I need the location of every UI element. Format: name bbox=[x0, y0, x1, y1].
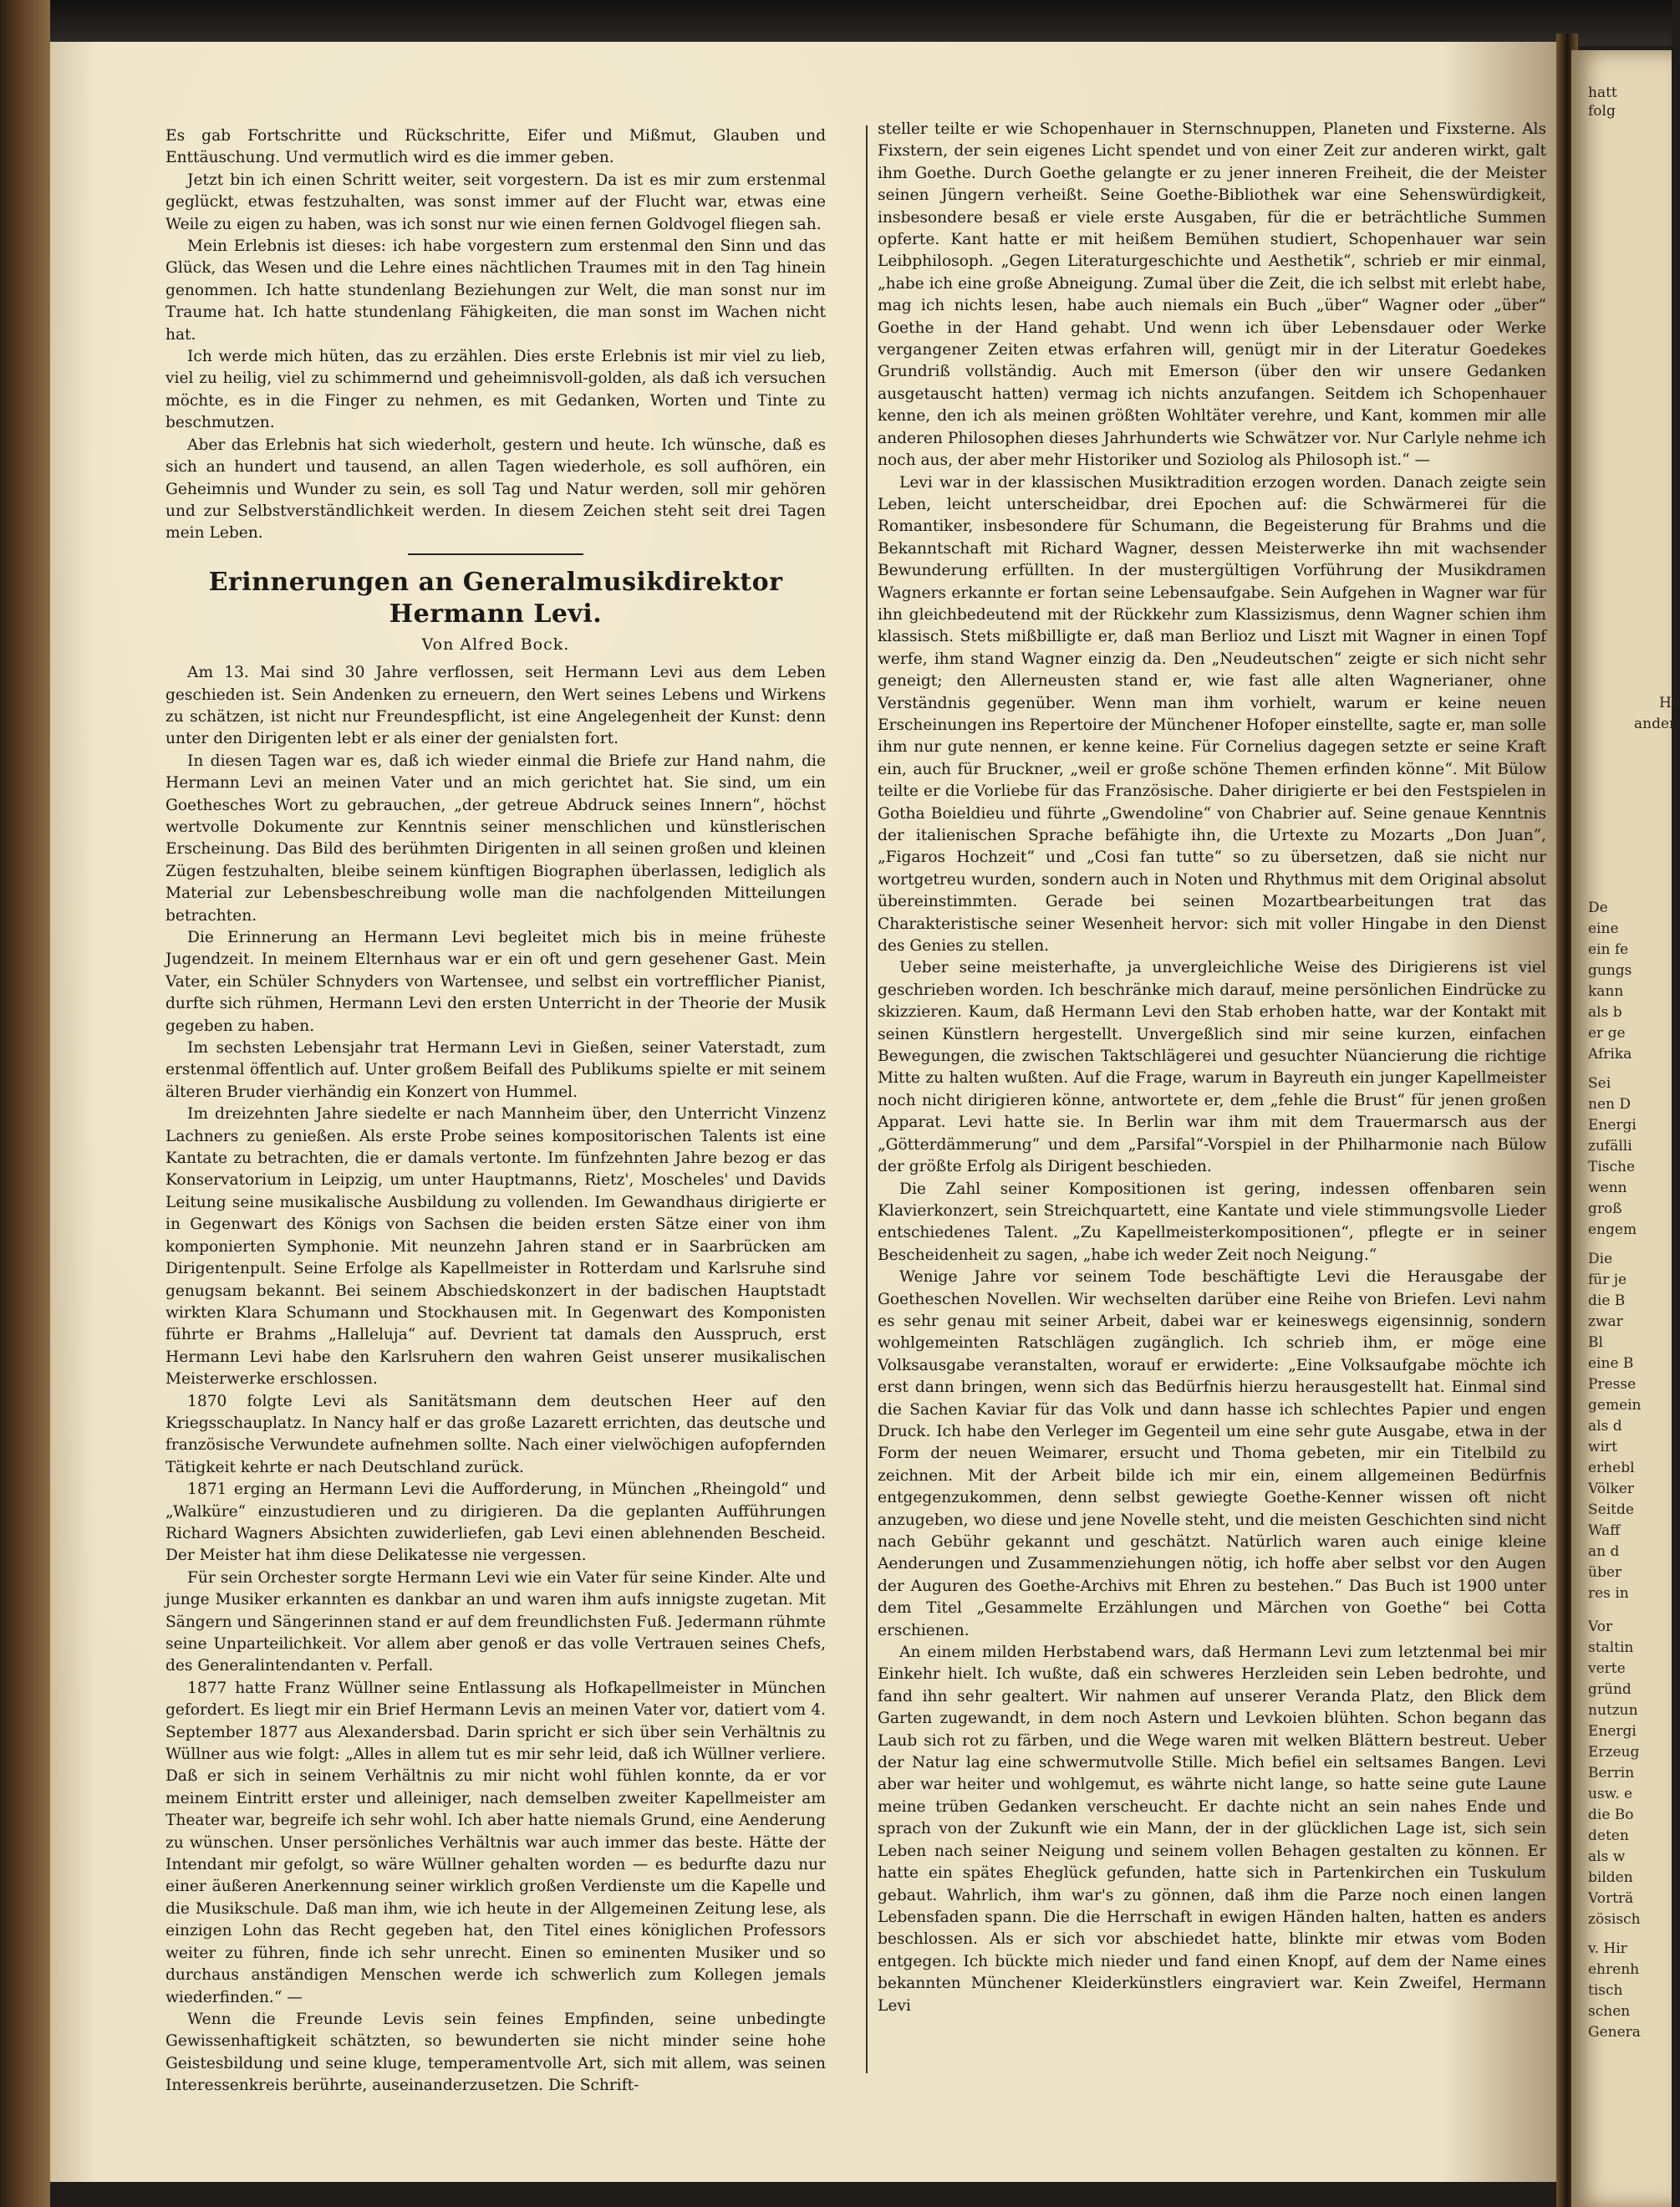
article-paragraph: Im sechsten Lebensjahr trat Hermann Levi in Gießen, seiner Vaterstadt, zum erstenmal öffentlich auf. Unter großem Beifall des Publikums spielte er mit seinem älteren Bruder vierhändig ein Konzert von Hummel. bbox=[165, 1039, 826, 1101]
next-page-fragment: Genera bbox=[1588, 2024, 1641, 2041]
article-paragraph: Die Zahl seiner Kompositionen ist gering, indessen offenbaren sein Klavierkonzert, sein Streichquartett, eine Kantate und viele stimmungsvolle Lieder entschiedenes Talent. „Zu Kapellmeisterkompositionen“, pflegte er in seiner Bescheidenheit zu sagen, „habe ich weder Zeit noch Neigung.“ bbox=[878, 1180, 1546, 1264]
next-page-fragment: De bbox=[1588, 900, 1608, 916]
intro-paragraph: Aber das Erlebnis hat sich wiederholt, gestern und heute. Ich wünsche, daß es sich an hundert und tausend, an allen Tagen wiederhole, es soll aufhören, ein Geheimnis und Wunder zu sein, es soll Tag und Natur werden, soll mir gehören und zur Selbstverständlichkeit werden. In diesem Zeichen steht seit drei Tagen mein Leben. bbox=[165, 436, 826, 543]
next-page-fragment: Energi bbox=[1588, 1723, 1637, 1740]
next-page-fragment: als w bbox=[1588, 1848, 1626, 1865]
next-page-fragment: als d bbox=[1588, 1418, 1622, 1435]
next-page-fragment: groß bbox=[1588, 1200, 1622, 1217]
column-divider bbox=[866, 125, 868, 2073]
article-paragraph: Levi war in der klassischen Musiktradition erzogen worden. Danach zeigte sein Leben, leicht unterscheidbar, drei Epochen auf: die Schwärmerei für die Romantiker, insbesondere für Schumann, die Begeisterung für Brahms und die Bekanntschaft mit Richard Wagner, dessen Meisterwerke ihn mit wachsender Bewunderung erfüllten. In der mustergültigen Vorführung der Musikdramen Wagners erkannte er fortan seine Lebensaufgabe. Sein Aufgehen in Wagner war für ihn gleichbedeutend mit der Rückkehr zum Klassizismus, denn Wagner schien ihm klassisch. Stets mißbilligte er, daß man Berlioz und Liszt mit Wagner in einen Topf werfe, ihm stand Wagner einzig da. Den „Neudeutschen“ zeigte er sich nicht sehr geneigt; den Allerneusten stand er, wie fast alle alten Wagnerianer, ohne Verständnis gegenüber. Wenn man ihm vorhielt, warum er keine neuen Erscheinungen ins Repertoire der Münchener Hofoper einstellte, sagte er, man solle ihm nur gute nennen, er kenne keine. Für Cornelius dagegen setzte er seine Kraft ein, auch für Bruckner, „weil er große schöne Themen erfinden könne“. Mit Bülow teilte er die Vorliebe für das Französische. Daher dirigierte er bei den Festspielen in Gotha Boieldieu und führte „Gwendoline“ von Chabrier auf. Seine genaue Kenntnis der italienischen Sprache befähigte ihn, die Urtexte zu Mozarts „Don Juan“, „Figaros Hochzeit“ und „Cosi fan tutte“ so zu übersetzen, daß sie nicht nur wortgetreu wurden, sondern auch in Noten und Rhythmus mit dem Original absolut übereinstimmten. Gerade bei seinen Mozartbearbeitungen trat das Charakteristische seiner Wesenheit hervor: sich mit voller Hingabe in den Dienst des Genies zu stellen. bbox=[878, 473, 1546, 956]
next-page-fragment: wirt bbox=[1588, 1439, 1617, 1455]
next-page-fragment: Berrin bbox=[1588, 1765, 1635, 1781]
article-title: Erinnerungen an Generalmusikdirektor Hermann Levi. bbox=[208, 567, 783, 629]
next-page-fragment: Erzeug bbox=[1588, 1744, 1640, 1761]
next-page-fragment: zösisch bbox=[1588, 1911, 1641, 1928]
next-page-fragment: deten bbox=[1588, 1827, 1629, 1844]
right-column bbox=[878, 119, 1546, 2017]
next-page-fragment: Presse bbox=[1588, 1376, 1637, 1393]
next-page-fragment: bilden bbox=[1588, 1869, 1633, 1886]
article-paragraph: 1877 hatte Franz Wüllner seine Entlassung als Hofkapellmeister in München gefordert. Es liegt mir ein Brief Hermann Levis an meinen Vater vor, datiert vom 4. September 1877 aus Alexandersbad. Darin spricht er sich über sein Verhältnis zu Wüllner aus wie folgt: „Alles in allem tut es mir sehr leid, daß ich Wüllner verliere. Daß er sich in seinem Verhältnis zu mir nicht wohl fühlen konnte, da er vor meinem Eintritt erster und alleiniger, nach demselben zweiter Kapellmeister am Theater war, begreife ich sehr wohl. Ich aber hatte niemals Grund, eine Aenderung zu wünschen. Unser persönliches Verhältnis war auch immer das beste. Hätte der Intendant mir gefolgt, so wäre Wüllner gehalten worden — es bedurfte dazu nur einer äußeren Anerkennung seiner wirklich großen Verdienste um die Kapelle und die Musikschule. Daß man ihm, wie ich heute in der Allgemeinen Zeitung lese, als einzigen Lohn das Recht gegeben hat, den Titel eines königlichen Professors weiter zu führen, finde ich sehr unrecht. Einen so eminenten Musiker und so durchaus anständigen Menschen werde ich schwerlich zum Kollegen jemals wiederfinden.“ — bbox=[165, 1679, 826, 2006]
next-page-fragment: Bl bbox=[1588, 1334, 1603, 1351]
next-page-fragment: schen bbox=[1588, 2003, 1631, 2020]
next-page-fragment: gemein bbox=[1588, 1397, 1642, 1414]
next-page-fragment: tisch bbox=[1588, 1982, 1623, 1999]
next-page-fragment: usw. e bbox=[1588, 1786, 1633, 1802]
intro-paragraph: Ich werde mich hüten, das zu erzählen. Dies erste Erlebnis ist mir viel zu lieb, viel zu heilig, viel zu schimmernd und geheimnisvoll-golden, als daß ich versuchen möchte, es in die Finger zu nehmen, es mit Gedanken, Worten und Tinte zu beschmutzen. bbox=[165, 348, 826, 432]
next-page-fragment: zwar bbox=[1588, 1313, 1623, 1330]
next-page-fragment: v. Hir bbox=[1588, 1940, 1627, 1957]
next-page-fragment: eine bbox=[1588, 920, 1619, 937]
next-page-fragment: Afrika bbox=[1588, 1046, 1632, 1063]
next-page-fragment: ein fe bbox=[1588, 941, 1629, 958]
article-paragraph: Die Erinnerung an Hermann Levi begleitet mich bis in meine früheste Jugendzeit. In meinem Elternhaus war er ein oft und gern gesehener Gast. Mein Vater, ein Schüler Schnyders von Wartensee, und selbst ein vortrefflicher Pianist, durfte sich rühmen, Hermann Levi den ersten Unterricht in der Theorie der Musik gegeben zu haben. bbox=[165, 929, 826, 1035]
next-page-fragment: Tische bbox=[1588, 1159, 1636, 1175]
article-paragraph: Wenn die Freunde Levis sein feines Empfinden, seine unbedingte Gewissenhaftigkeit schätzten, so bewunderten sie nicht minder seine hohe Geistesbildung und seine kluge, temperamentvolle Art, sich mit allem, was seinen Interessenkreis berührte, auseinanderzusetzen. Die Schrift- bbox=[165, 2010, 826, 2095]
left-column bbox=[165, 125, 826, 2097]
section-separator bbox=[408, 553, 583, 555]
article-paragraph: 1870 folgte Levi als Sanitätsmann dem deutschen Heer auf den Kriegsschauplatz. In Nancy half er das große Lazarett errichten, das deutsche und französische Verwundete aufnehmen sollte. Nach einer vielwöchigen aufopfernden Tätigkeit kehrte er nach Deutschland zurück. bbox=[165, 1392, 826, 1476]
article-paragraph: 1871 erging an Hermann Levi die Aufforderung, in München „Rheingold“ und „Walküre“ einzustudieren und zu dirigieren. Da die geplanten Aufführungen Richard Wagners Absichten zuwiderliefen, gab Levi einen ablehnenden Bescheid. Der Meister hat ihm diese Delikatesse nie vergessen. bbox=[165, 1481, 826, 1565]
next-page-fragment: Waff bbox=[1588, 1522, 1621, 1539]
next-page-fragment: ehrenh bbox=[1588, 1961, 1640, 1978]
article-byline: Von Alfred Bock. bbox=[421, 635, 570, 654]
next-page-fragment: wenn bbox=[1588, 1180, 1627, 1196]
article-paragraph: An einem milden Herbstabend wars, daß Hermann Levi zum letztenmal bei mir Einkehr hielt. Ich wußte, daß ein schweres Herzleiden sein Leben bedrohte, und fand ihn sehr gealtert. Wir nahmen auf unserer Veranda Platz, den Blick dem Garten zugewandt, in dem noch Astern und Levkoien blühten. Schon begann das Laub sich rot zu färben, und die Wege waren mit welken Blättern bestreut. Ueber der Natur lag eine schwermutvolle Stille. Mich befiel ein seltsames Bangen. Levi aber war heiter und wohlgemut, es währte nicht lange, so hatte seine gute Laune meine trüben Gedanken verscheucht. Er dachte nicht an sein nahes Ende und sprach von der Zukunft wie ein Mann, der in der glücklichen Lage ist, sich sein Leben nach seiner Neigung und seinem vollen Behagen gestalten zu können. Er hatte ein spätes Eheglück gefunden, hatte sich in Partenkirchen ein Tuskulum gebaut. Wahrlich, ihm war's zu gönnen, daß ihm die Parze noch einen langen Lebensfaden spann. Die die Herrschaft in ewigen Händen halten, hatten es anders beschlossen. Als er sich vor abschiedet hatte, blinkte mir etwas vom Boden entgegen. Ich bückte mich nieder und fand einen Knopf, auf dem der Name eines bekannten Münchener Kleiderkünstlers eingraviert war. Kein Zweifel, Hermann Levi bbox=[878, 1644, 1546, 2015]
next-page-fragment: nutzun bbox=[1588, 1702, 1638, 1719]
next-page-fragment: eine B bbox=[1588, 1355, 1634, 1372]
next-page-fragment: Völker bbox=[1588, 1481, 1634, 1497]
next-page-fragment: Seitde bbox=[1588, 1501, 1634, 1518]
next-page-fragment: für je bbox=[1588, 1272, 1627, 1288]
next-page-fragment: Vor bbox=[1588, 1618, 1613, 1635]
article-paragraph: Wenige Jahre vor seinem Tode beschäftigte Levi die Herausgabe der Goetheschen Novellen. Wir wechselten darüber eine Reihe von Briefen. Levi nahm es sehr genau mit seiner Arbeit, dabei war er keineswegs eigensinnig, sondern wohlgemeinten Ratschlägen zugänglich. Ich schrieb ihm, er möge eine Volksausgabe veranstalten, worauf er erwiderte: „Eine Volksaufgabe möchte ich erst dann bringen, wenn sich das Bedürfnis hierzu herausgestellt hat. Einmal sind die Sachen Kaviar für das Volk und dann hasse ich schlechtes Papier und engen Druck. Ich habe den Verleger im Gegenteil um eine sehr gute Ausgabe, etwa in der Form der neuen Weimarer, ersucht und Thoma gebeten, mir ein Titelbild zu zeichnen. Mit der Arbeit bilde ich mir ein, einem allgemeinen Bedürfnis entgegenzukommen, denn selbst gewiegte Goethe-Kenner wissen oft nicht anzugeben, wo diese und jene Novelle steht, und die meisten Geschichten sind nicht nach Gebühr gekannt und geschätzt. Natürlich waren auch einige kleine Aenderungen und Zusammenziehungen nötig, ich hoffe aber selbst vor den Augen der Auguren des Goethe-Archivs mit Ehren zu bestehen.“ Das Buch ist 1900 unter dem Titel „Gesammelte Erzählungen und Märchen von Goethe“ bei Cotta erschienen. bbox=[878, 1268, 1546, 1639]
book-left-edge bbox=[0, 0, 50, 2207]
next-page-fragment: engem bbox=[1588, 1221, 1637, 1238]
article-paragraph: Ueber seine meisterhafte, ja unvergleichliche Weise des Dirigierens ist viel geschrieben worden. Ich beschränke mich darauf, meine persönlichen Eindrücke zu skizzieren. Kaum, daß Hermann Levi den Stab erhoben hatte, war der Kontakt mit seinen Künstlern hergestellt. Unvergeßlich sind mir seine kurzen, einfachen Bewegungen, die zwischen Taktschlägerei und gesuchter Nüancierung die richtige Mitte zu halten wußten. Auf die Frage, warum in Bayreuth ein junger Kapellmeister noch nicht dirigieren könne, antwortete er, dem „fehle die Brust“ für jenen großen Apparat. Levi hatte sie. In Berlin war ihm mit dem Trauermarsch aus der „Götterdämmerung“ und dem „Parsifal“-Vorspiel in der Philharmonie nach Bülow der größte Erfolg als Dirigent beschieden. bbox=[878, 959, 1546, 1176]
next-page-fragment: gründ bbox=[1588, 1681, 1632, 1698]
book-top-edge bbox=[0, 0, 1672, 46]
next-page-fragment: hatt bbox=[1588, 84, 1617, 101]
next-page-fragment: erhebl bbox=[1588, 1460, 1635, 1476]
next-page-fragment: an d bbox=[1588, 1543, 1620, 1560]
intro-paragraph: Es gab Fortschritte und Rückschritte, Eifer und Mißmut, Glauben und Enttäuschung. Und vermutlich wird es die immer geben. bbox=[165, 127, 826, 167]
next-page-fragment: er ge bbox=[1588, 1025, 1626, 1042]
next-page-fragment: He bbox=[1659, 695, 1680, 711]
intro-paragraph: Jetzt bin ich einen Schritt weiter, seit vorgestern. Da ist es mir zum erstenmal geglückt, etwas festzuhalten, was sonst immer auf der Flucht war, etwas eine Weile zu eigen zu haben, was ich sonst nur wie einen fernen Goldvogel fliegen sah. bbox=[165, 171, 826, 233]
next-page-fragment: res in bbox=[1588, 1585, 1629, 1602]
next-page-fragment: verte bbox=[1588, 1660, 1626, 1677]
intro-paragraph: Mein Erlebnis ist dieses: ich habe vorgestern zum erstenmal den Sinn und das Glück, das Wesen und die Lehre eines nächtlichen Traumes mit in den Tag hinein genommen. Ich hatte stundenlang Beziehungen zur Welt, die man sonst nur im Traume hat. Ich hatte stundenlang Fähigkeiten, die man sonst im Wachen nicht hat. bbox=[165, 237, 826, 344]
article-paragraph: steller teilte er wie Schopenhauer in Sternschnuppen, Planeten und Fixsterne. Als Fixstern, der sein eigenes Licht spendet und von einer Zeit zur anderen wirkt, galt ihm Goethe. Durch Goethe gelangte er zu jener inneren Freiheit, die der Meister seinen Jüngern verheißt. Seine Goethe-Bibliothek war eine Sehenswürdigkeit, insbesondere besaß er viele erste Ausgaben, für die er beträchtliche Summen opferte. Kant hatte er mit heißem Bemühen studiert, Schopenhauer war sein Leibphilosoph. „Gegen Literaturgeschichte und Aesthetik“, schrieb er mir einmal, „habe ich eine große Abneigung. Zumal über die Zeit, die ich selbst mit erlebt habe, mag ich nichts lesen, habe auch niemals ein Buch „über“ Wagner oder „über“ Goethe in der Hand gehabt. Und wenn ich über Lebensdauer oder Werke vergangener Zeiten etwas erfahren will, genügt mir in der Literatur Goedekes Grundriß vollständig. Auch mit Emerson (über den wir unsere Gedanken ausgetauscht hatten) vermag ich nichts anzufangen. Seitdem ich Schopenhauer kenne, den ich als meinen größten Wohltäter verehre, und Kant, kommen mir alle anderen Philosophen dieses Jahrhunderts wie Schwätzer vor. Nur Carlyle nehme ich noch aus, der aber mehr Historiker und Soziolog als Philosoph ist.“ — bbox=[878, 120, 1546, 470]
next-page-fragment: kann bbox=[1588, 983, 1624, 1000]
next-page-edge bbox=[1571, 50, 1680, 2207]
article-paragraph: Für sein Orchester sorgte Hermann Levi wie ein Vater für seine Kinder. Alte und junge Musiker erkannten es dankbar an und waren ihm aufs innigste zugetan. Mit Sängern und Sängerinnen stand er auf dem freundlichsten Fuß. Jedermann rühmte seine Unparteilichkeit. Vor allem aber genoß er das volle Vertrauen seines Chefs, des Generalintendanten v. Perfall. bbox=[165, 1568, 826, 1675]
next-page-fragment: folg bbox=[1588, 103, 1616, 120]
next-page-fragment: die B bbox=[1588, 1292, 1626, 1309]
next-page-fragment: Energi bbox=[1588, 1117, 1637, 1134]
next-page-fragment: als b bbox=[1588, 1004, 1622, 1021]
next-page-fragment: gungs bbox=[1588, 962, 1632, 979]
article-paragraph: Am 13. Mai sind 30 Jahre verflossen, seit Hermann Levi aus dem Leben geschieden ist. Sein Andenken zu erneuern, den Wert seines Lebens und Wirkens zu schätzen, ist nicht nur Freundespflicht, ist eine Angelegenheit der Kunst: denn unter den Dirigenten lebt er als einer der genialsten fort. bbox=[165, 664, 826, 748]
next-page-fragment: Die bbox=[1588, 1251, 1613, 1267]
article-paragraph: In diesen Tagen war es, daß ich wieder einmal die Briefe zur Hand nahm, die Hermann Levi an meinen Vater und an mich gerichtet hat. Sie sind, um ein Goethesches Wort zu gebrauchen, „der getreue Abdruck seines Innern“, höchst wertvolle Dokumente zur Kenntnis seiner menschlichen und künstlerischen Erscheinung. Das Bild des berühmten Dirigenten in all seinen großen und kleinen Zügen festzuhalten, bleibe seinem künftigen Biographen überlassen, lediglich als Material zur Lebensbeschreibung wolle man die nachfolgenden Mitteilungen betrachten. bbox=[165, 752, 826, 925]
next-page-fragment: die Bo bbox=[1588, 1807, 1634, 1823]
next-page-fragment: staltin bbox=[1588, 1639, 1634, 1656]
next-page-fragment: Vorträ bbox=[1588, 1890, 1634, 1907]
next-page-fragment: ander bbox=[1634, 716, 1677, 732]
next-page-fragment: Sei bbox=[1588, 1075, 1611, 1092]
next-page-fragment: zufälli bbox=[1588, 1138, 1632, 1154]
next-page-fragment: nen D bbox=[1588, 1096, 1631, 1113]
next-page-fragment: über bbox=[1588, 1564, 1622, 1581]
article-paragraph: Im dreizehnten Jahre siedelte er nach Mannheim über, den Unterricht Vinzenz Lachners zu genießen. Als erste Probe seines kompositorischen Talents ist eine Kantate zu betrachten, die er damals vertonte. Im fünfzehnten Jahre bezog er das Konservatorium in Leipzig, um unter Hauptmanns, Rietz', Moscheles' und Davids Leitung seine musikalische Ausbildung zu vollenden. Im Gewandhaus dirigierte er in Gegenwart des Königs von Sachsen die beiden ersten Sätze einer von ihm komponierten Symphonie. Mit neunzehn Jahren stand er in Saarbrücken am Dirigentenpult. Seine Erfolge als Kapellmeister in Rotterdam und Karlsruhe sind genugsam bekannt. Bei seinem Abschiedskonzert in der badischen Hauptstadt wirkten Klara Schumann und Stockhausen mit. In Gegenwart des Komponisten führte er Brahms „Halleluja“ auf. Devrient tat damals den Ausspruch, erst Hermann Levi habe den Karlsruhern den wahren Geist unserer musikalischen Meisterwerke erschlossen. bbox=[165, 1105, 826, 1389]
